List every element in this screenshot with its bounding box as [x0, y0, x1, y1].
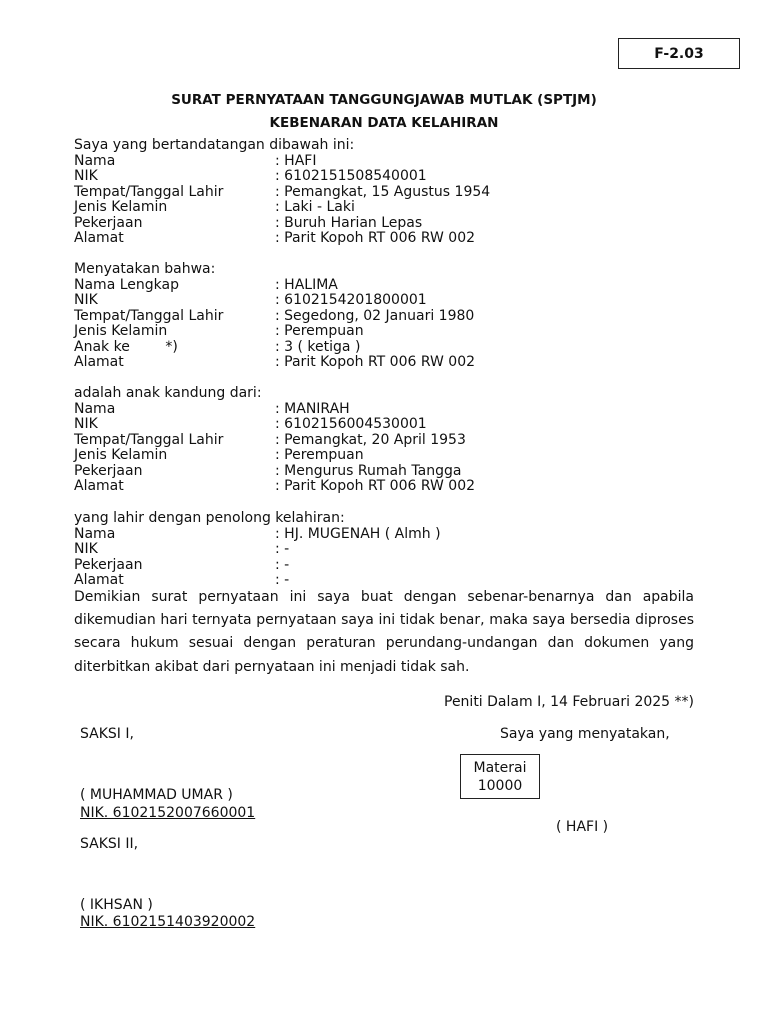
field-row	[74, 169, 694, 185]
field-value: : Pemangkat, 15 Agustus 1954	[275, 183, 491, 200]
field-row	[74, 293, 694, 309]
witness1-nik: NIK. 6102152007660001	[80, 805, 256, 821]
field-row	[74, 542, 694, 558]
field-label: NIK	[74, 292, 98, 308]
field-label: Tempat/Tanggal Lahir	[74, 307, 224, 324]
field-label: Alamat	[74, 572, 124, 588]
field-label: NIK	[74, 168, 98, 184]
field-value: : Parit Kopoh RT 006 RW 002	[275, 354, 476, 370]
field-value: : 6102156004530001	[275, 416, 427, 432]
form-code-box	[618, 38, 740, 69]
field-label: Nama	[74, 525, 116, 542]
field-label: NIK	[74, 416, 98, 432]
field-row	[74, 154, 694, 170]
field-value: : Buruh Harian Lepas	[275, 214, 423, 231]
field-row	[74, 464, 694, 480]
field-value: : Laki - Laki	[275, 199, 355, 215]
field-row	[74, 309, 694, 325]
declarant-section	[74, 138, 694, 247]
field-label: Jenis Kelamin	[74, 199, 168, 215]
witness1-label: SAKSI I,	[80, 726, 134, 742]
field-value: : -	[275, 572, 290, 588]
field-value: : 3 ( ketiga )	[275, 338, 361, 355]
document-subtitle: KEBENARAN DATA KELAHIRAN	[269, 115, 499, 131]
field-value: : MANIRAH	[275, 400, 350, 417]
stamp-line1: Materai	[473, 759, 527, 776]
field-label: Nama	[74, 400, 116, 417]
field-label: Pekerjaan	[74, 462, 143, 479]
declarant-sign-name: ( HAFI )	[556, 819, 609, 835]
parent-section	[74, 386, 694, 495]
field-row	[74, 558, 694, 574]
field-value: : Pemangkat, 20 April 1953	[275, 431, 466, 448]
field-row	[74, 433, 694, 449]
witness2-nik: NIK. 6102151403920002	[80, 914, 256, 930]
field-row	[74, 231, 694, 247]
field-value: : Parit Kopoh RT 006 RW 002	[275, 478, 476, 494]
field-value: : Segedong, 02 Januari 1980	[275, 307, 475, 324]
field-label: NIK	[74, 541, 98, 557]
field-value: : 6102151508540001	[275, 168, 427, 184]
field-row	[74, 355, 694, 371]
field-value: : Mengurus Rumah Tangga	[275, 462, 462, 479]
section-intro: Menyatakan bahwa:	[74, 261, 216, 277]
section-intro: yang lahir dengan penolong kelahiran:	[74, 510, 345, 526]
field-label: Pekerjaan	[74, 556, 143, 573]
form-code: F-2.03	[654, 45, 704, 62]
field-label: Tempat/Tanggal Lahir	[74, 183, 224, 200]
field-row	[74, 278, 694, 294]
field-label: Jenis Kelamin	[74, 447, 168, 463]
revenue-stamp	[460, 754, 540, 799]
field-value: : HAFI	[275, 152, 317, 169]
declarant-sign-label: Saya yang menyatakan,	[500, 726, 670, 742]
field-label: Anak ke *)	[74, 338, 178, 355]
field-label: Nama Lengkap	[74, 276, 179, 293]
birth-helper-section	[74, 511, 694, 589]
field-row	[74, 402, 694, 418]
section-intro: Saya yang bertandatangan dibawah ini:	[74, 137, 355, 153]
witness2-name: ( IKHSAN )	[80, 897, 153, 913]
field-row	[74, 200, 694, 216]
field-row	[74, 324, 694, 340]
witness2-label: SAKSI II,	[80, 836, 139, 852]
field-value: : -	[275, 541, 290, 557]
field-label: Pekerjaan	[74, 214, 143, 231]
stamp-line2: 10000	[477, 777, 523, 794]
subject-section	[74, 262, 694, 371]
field-value: : -	[275, 556, 290, 573]
field-value: : Parit Kopoh RT 006 RW 002	[275, 230, 476, 246]
field-label: Alamat	[74, 230, 124, 246]
field-value: : HJ. MUGENAH ( Almh )	[275, 525, 441, 542]
field-value: : Perempuan	[275, 323, 364, 339]
field-label: Tempat/Tanggal Lahir	[74, 431, 224, 448]
field-row	[74, 340, 694, 356]
field-label: Nama	[74, 152, 116, 169]
field-label: Jenis Kelamin	[74, 323, 168, 339]
field-row	[74, 417, 694, 433]
closing-paragraph: Demikian surat pernyataan ini saya buat dengan sebenar-benarnya dan apabila dikemudian hari ternyata pernyataan saya ini tidak benar, maka saya bersedia diproses secara hukum sesuai dengan peraturan perundang-undangan dan dokumen yang diterbitkan akibat dari pernyataan ini menjadi tidak sah.	[74, 589, 694, 675]
field-row	[74, 185, 694, 201]
document-title: SURAT PERNYATAAN TANGGUNGJAWAB MUTLAK (SPTJM)	[171, 92, 597, 108]
field-row	[74, 479, 694, 495]
field-label: Alamat	[74, 478, 124, 494]
field-row	[74, 448, 694, 464]
field-label: Alamat	[74, 354, 124, 370]
place-date: Peniti Dalam I, 14 Februari 2025 **)	[444, 694, 694, 710]
witness1-name: ( MUHAMMAD UMAR )	[80, 787, 233, 803]
section-intro: adalah anak kandung dari:	[74, 385, 262, 401]
field-value: : Perempuan	[275, 447, 364, 463]
field-value: : HALIMA	[275, 276, 338, 293]
field-row	[74, 527, 694, 543]
field-row	[74, 216, 694, 232]
field-value: : 6102154201800001	[275, 292, 427, 308]
